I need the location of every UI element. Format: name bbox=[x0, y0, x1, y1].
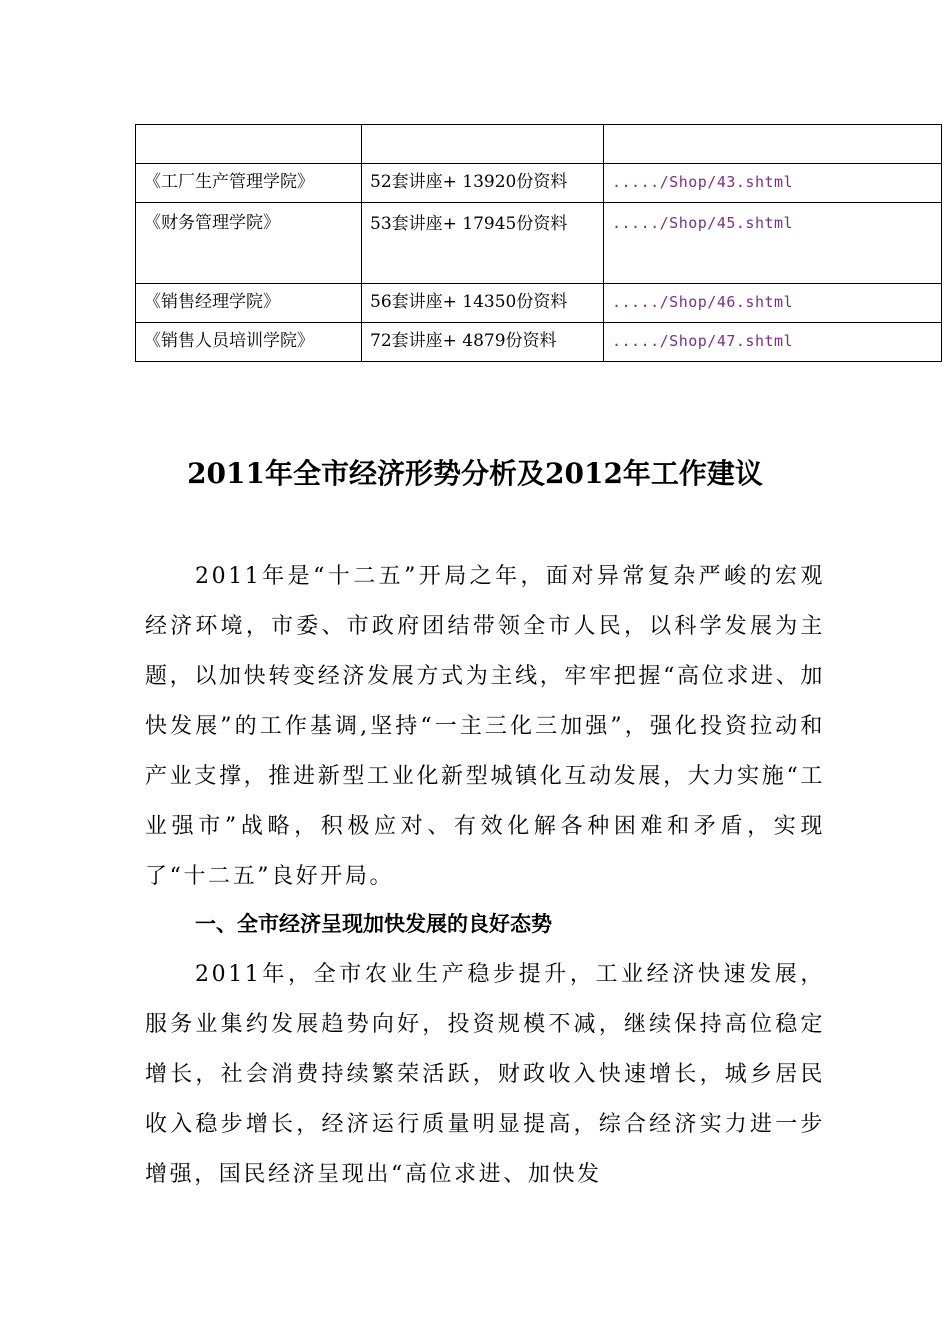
shop-link-cell bbox=[604, 125, 942, 164]
course-content-cell: 72套讲座+ 4879份资料 bbox=[362, 323, 604, 362]
body-paragraph: 2011年是“十二五”开局之年，面对异常复杂严峻的宏观经济环境，市委、市政府团结带领全市人民，以科学发展为主题，以加快转变经济发展方式为主线，牢牢把握“高位求进、加快发展”的工作基调,坚持“一主三化三加强”，强化投资拉动和产业支撑，推进新型工业化新型城镇化互动发展，大力实施“工业强市”战略，积极应对、有效化解各种困难和矛盾，实现了“十二五”良好开局。 bbox=[145, 564, 825, 889]
college-name-cell: 《销售经理学院》 bbox=[136, 284, 362, 323]
table-row bbox=[136, 323, 942, 362]
shop-link[interactable]: ...../Shop/47.shtml bbox=[604, 323, 942, 362]
shop-link[interactable]: ...../Shop/46.shtml bbox=[604, 284, 942, 323]
college-name-cell: 《销售人员培训学院》 bbox=[136, 323, 362, 362]
body-paragraph: 2011年，全市农业生产稳步提升，工业经济快速发展，服务业集约发展趋势向好，投资规模不减，继续保持高位稳定增长，社会消费持续繁荣活跃，财政收入快速增长，城乡居民收入稳步增长，经济运行质量明显提高，综合经济实力进一步增强，国民经济呈现出“高位求进、加快发 bbox=[145, 962, 825, 1187]
shop-link[interactable]: ...../Shop/43.shtml bbox=[604, 164, 942, 203]
course-catalog-table bbox=[135, 124, 942, 362]
course-content-cell: 56套讲座+ 14350份资料 bbox=[362, 284, 604, 323]
table-row bbox=[136, 164, 942, 203]
table-row bbox=[136, 284, 942, 323]
course-content-cell: 53套讲座+ 17945份资料 bbox=[362, 203, 604, 284]
course-content-cell: 52套讲座+ 13920份资料 bbox=[362, 164, 604, 203]
course-content-cell bbox=[362, 125, 604, 164]
table-row bbox=[136, 125, 942, 164]
table-row bbox=[136, 203, 942, 284]
college-name-cell: 《财务管理学院》 bbox=[136, 203, 362, 284]
section-heading: 一、全市经济呈现加快发展的良好态势 bbox=[195, 912, 552, 936]
college-name-cell bbox=[136, 125, 362, 164]
shop-link[interactable]: ...../Shop/45.shtml bbox=[604, 203, 942, 284]
document-title: 2011年全市经济形势分析及2012年工作建议 bbox=[187, 457, 763, 490]
college-name-cell: 《工厂生产管理学院》 bbox=[136, 164, 362, 203]
